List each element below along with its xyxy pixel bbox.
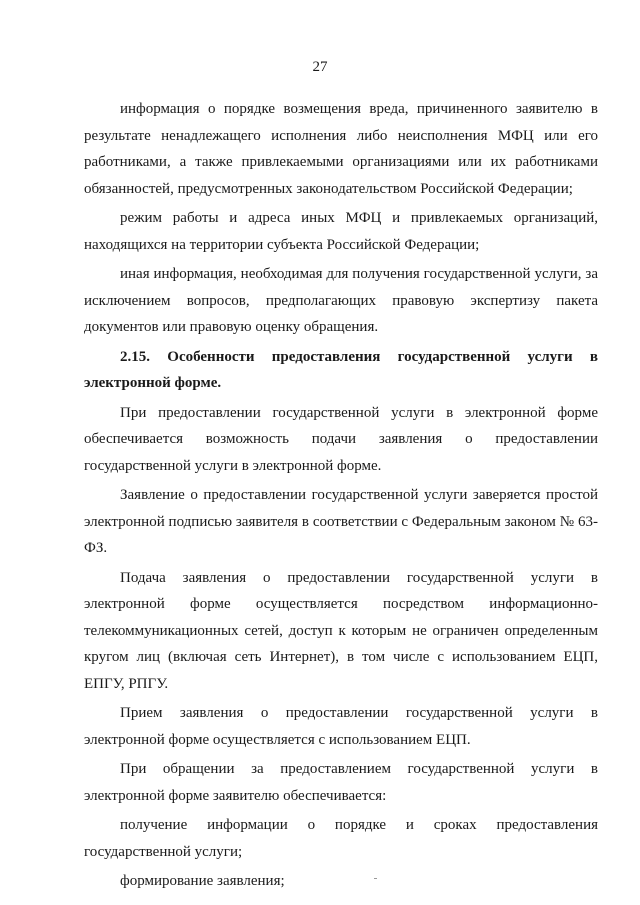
paragraph: При предоставлении государственной услуги в электронной форме обеспечивается возможность подачи заявления о предоставлении государственной услуги в электронной форме.	[84, 404, 598, 474]
paragraph: информация о порядке возмещения вреда, причиненного заявителю в результате ненадлежащего исполнения либо неисполнения МФЦ или его работниками, а также привлекаемыми организациями или их работниками обязанностей, предусмотренных законодательством Российской Федерации;	[84, 101, 598, 197]
document-body	[84, 96, 598, 898]
paragraph: Заявление о предоставлении государственной услуги заверяется простой электронной подписью заявителя в соответствии с Федеральным законом № 63-ФЗ.	[84, 487, 598, 556]
paragraph: Прием заявления о предоставлении государственной услуги в электронной форме осуществляется с использованием ЕЦП.	[84, 705, 598, 748]
scan-artifact	[374, 878, 377, 879]
paragraph: иная информация, необходимая для получения государственной услуги, за исключением вопросов, предполагающих правовую экспертизу пакета документов или правовую оценку обращения.	[84, 266, 598, 335]
paragraph: режим работы и адреса иных МФЦ и привлекаемых организаций, находящихся на территории субъекта Российской Федерации;	[84, 210, 598, 253]
paragraph: получение информации о порядке и сроках предоставления государственной услуги;	[84, 817, 598, 860]
page-number: 27	[312, 59, 328, 75]
paragraph: Подача заявления о предоставлении государственной услуги в электронной форме осуществляется посредством информационно-телекоммуникационных сетей, доступ к которым не ограничен определенным кругом лиц (включая сеть Интернет), в том числе с использованием ЕЦП, ЕПГУ, РПГУ.	[84, 569, 598, 692]
section-heading: 2.15. Особенности предоставления государственной услуги в электронной форме.	[84, 348, 598, 391]
paragraph: При обращении за предоставлением государственной услуги в электронной форме заявителю обеспечивается:	[84, 761, 598, 804]
paragraph: формирование заявления;	[120, 873, 285, 889]
